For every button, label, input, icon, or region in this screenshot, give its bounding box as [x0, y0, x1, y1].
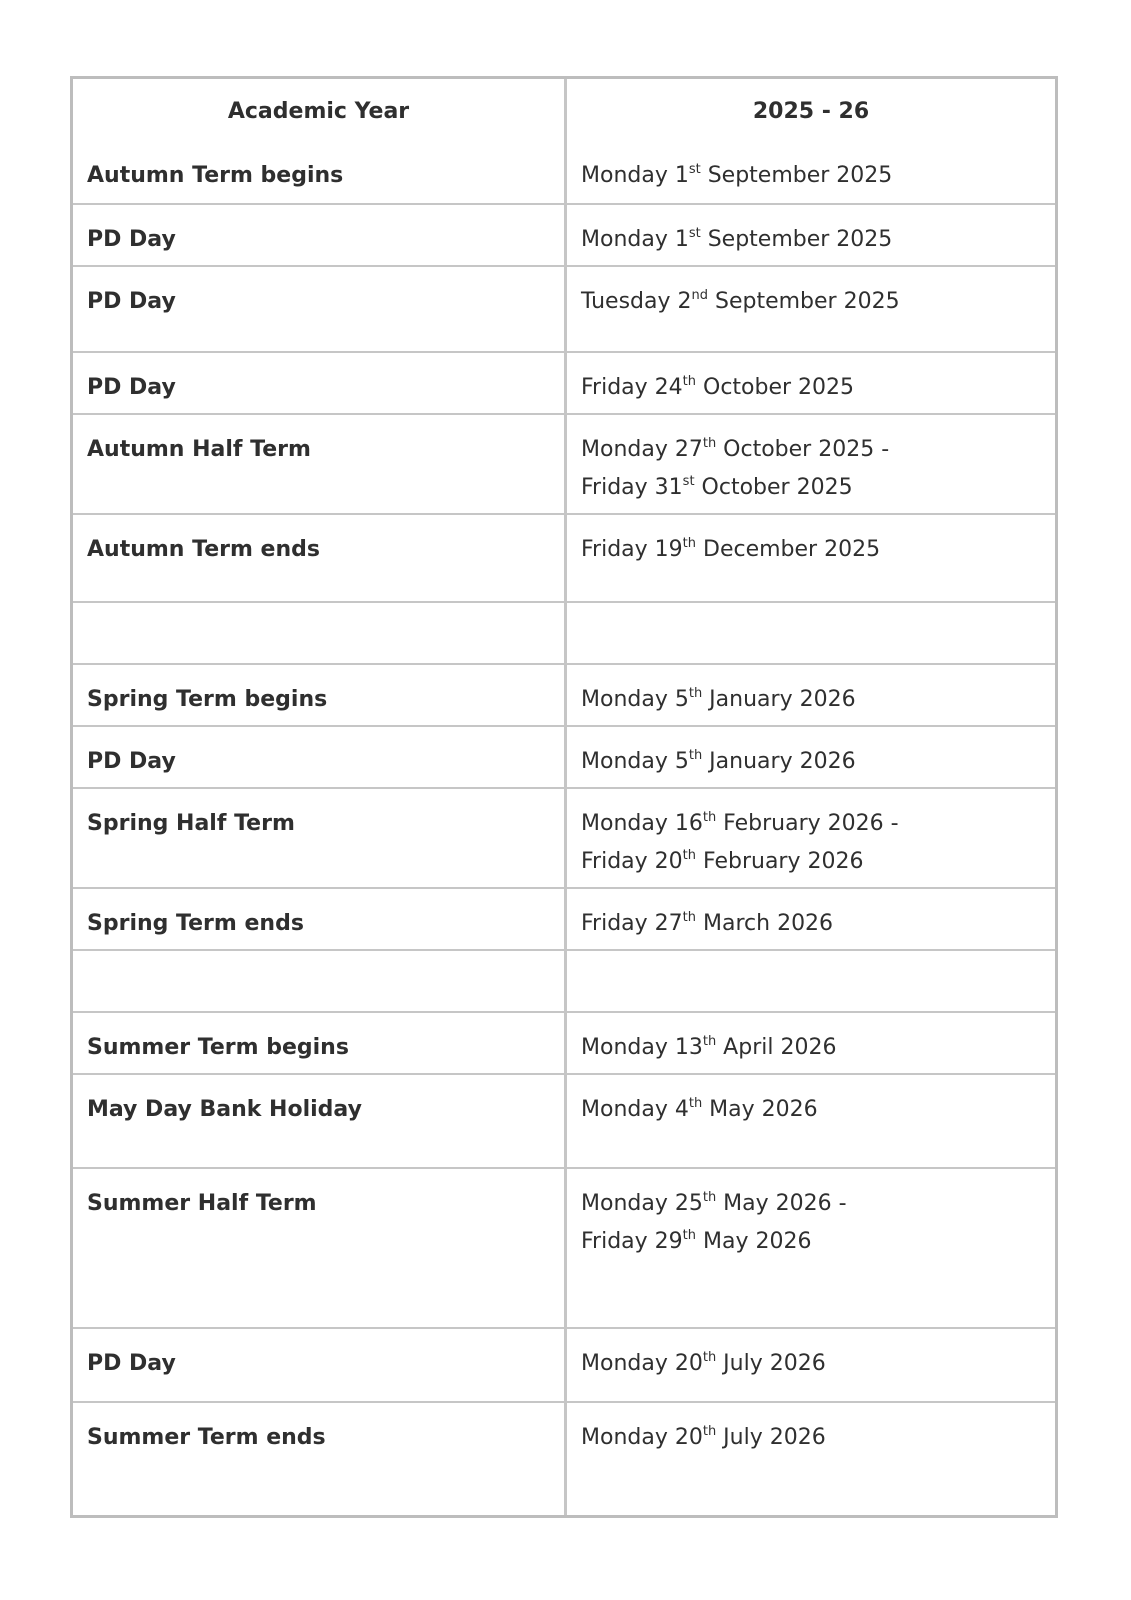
date-main-text: Monday 5	[581, 687, 689, 712]
date-rest-text: October 2025	[694, 475, 853, 500]
header-year: 2025 - 26	[752, 99, 870, 124]
date-main-text: Monday 16	[581, 811, 703, 836]
ordinal-suffix: th	[688, 748, 703, 763]
date-main-text: Friday 24	[581, 375, 683, 400]
ordinal-suffix: st	[688, 226, 701, 241]
date-line	[581, 221, 1041, 259]
date-main-text: Tuesday 2	[581, 289, 692, 314]
event-cell: Autumn Term ends	[73, 515, 567, 601]
ordinal-suffix: st	[688, 162, 701, 177]
date-main-text: Friday 31	[581, 475, 683, 500]
ordinal-suffix: th	[682, 1228, 697, 1243]
date-cell	[567, 415, 1055, 513]
date-main-text: Friday 29	[581, 1229, 683, 1254]
table-row	[73, 1073, 1055, 1167]
date-cell	[567, 951, 1055, 1011]
ordinal-suffix: th	[682, 910, 697, 925]
date-cell	[567, 1169, 1055, 1327]
table-row	[73, 1167, 1055, 1327]
table-body	[73, 141, 1055, 1515]
date-line	[581, 843, 1041, 881]
date-cell	[567, 353, 1055, 413]
date-rest-text: February 2026 -	[716, 811, 899, 836]
table-row	[73, 265, 1055, 351]
event-cell: Summer Term ends	[73, 1403, 567, 1515]
event-cell: PD Day	[73, 353, 567, 413]
event-cell: PD Day	[73, 205, 567, 265]
date-rest-text: February 2026	[696, 849, 864, 874]
date-rest-text: May 2026	[702, 1097, 818, 1122]
event-cell: Spring Term begins	[73, 665, 567, 725]
date-rest-text: July 2026	[716, 1351, 826, 1376]
date-main-text: Monday 1	[581, 227, 689, 252]
event-cell: Autumn Half Term	[73, 415, 567, 513]
date-line	[581, 369, 1041, 407]
date-cell	[567, 141, 1055, 203]
date-cell	[567, 1075, 1055, 1167]
table-row	[73, 203, 1055, 265]
date-cell	[567, 665, 1055, 725]
event-cell: Summer Half Term	[73, 1169, 567, 1327]
ordinal-suffix: st	[682, 474, 695, 489]
table-row	[73, 413, 1055, 513]
ordinal-suffix: th	[702, 1034, 717, 1049]
ordinal-suffix: th	[682, 374, 697, 389]
ordinal-suffix: th	[702, 436, 717, 451]
date-rest-text: May 2026	[696, 1229, 812, 1254]
table-row	[73, 1327, 1055, 1401]
event-cell: May Day Bank Holiday	[73, 1075, 567, 1167]
date-main-text: Friday 19	[581, 537, 683, 562]
table-row	[73, 949, 1055, 1011]
event-cell: Summer Term begins	[73, 1013, 567, 1073]
date-cell	[567, 789, 1055, 887]
date-cell	[567, 205, 1055, 265]
event-cell: Spring Term ends	[73, 889, 567, 949]
date-line	[581, 531, 1041, 569]
date-line	[581, 469, 1041, 507]
date-rest-text: September 2025	[708, 289, 900, 314]
ordinal-suffix: th	[702, 1424, 717, 1439]
ordinal-suffix: th	[688, 686, 703, 701]
date-cell	[567, 1403, 1055, 1515]
date-main-text: Monday 13	[581, 1035, 703, 1060]
event-cell	[73, 951, 567, 1011]
date-rest-text: January 2026	[702, 749, 856, 774]
table-row	[73, 601, 1055, 663]
date-cell	[567, 515, 1055, 601]
date-line	[581, 157, 1041, 195]
date-line	[581, 1223, 1041, 1261]
date-line	[581, 283, 1041, 321]
date-line	[581, 1345, 1041, 1383]
table-row	[73, 787, 1055, 887]
term-dates-table	[70, 76, 1058, 1518]
table-row	[73, 725, 1055, 787]
date-rest-text: January 2026	[702, 687, 856, 712]
date-rest-text: July 2026	[716, 1425, 826, 1450]
table-row	[73, 663, 1055, 725]
table-row	[73, 1011, 1055, 1073]
date-rest-text: September 2025	[700, 227, 893, 252]
date-line	[581, 1091, 1041, 1129]
date-line	[581, 805, 1041, 843]
date-main-text: Friday 20	[581, 849, 683, 874]
table-row	[73, 141, 1055, 203]
ordinal-suffix: nd	[691, 288, 708, 303]
date-line	[581, 681, 1041, 719]
event-cell: PD Day	[73, 267, 567, 351]
date-line	[581, 1419, 1041, 1457]
date-cell	[567, 1013, 1055, 1073]
event-cell: Spring Half Term	[73, 789, 567, 887]
date-rest-text: September 2025	[700, 163, 893, 188]
date-rest-text: March 2026	[696, 911, 834, 936]
table-row	[73, 1401, 1055, 1515]
date-line	[581, 743, 1041, 781]
date-rest-text: October 2025 -	[716, 437, 890, 462]
event-cell	[73, 603, 567, 663]
date-rest-text: December 2025	[696, 537, 881, 562]
ordinal-suffix: th	[702, 1190, 717, 1205]
date-main-text: Monday 5	[581, 749, 689, 774]
table-row	[73, 351, 1055, 413]
date-main-text: Friday 27	[581, 911, 683, 936]
date-line	[581, 1185, 1041, 1223]
table-row	[73, 887, 1055, 949]
date-cell	[567, 267, 1055, 351]
date-main-text: Monday 25	[581, 1191, 703, 1216]
date-main-text: Monday 27	[581, 437, 703, 462]
date-rest-text: April 2026	[716, 1035, 837, 1060]
date-line	[581, 431, 1041, 469]
date-cell	[567, 1329, 1055, 1401]
date-cell	[567, 889, 1055, 949]
date-rest-text: May 2026 -	[716, 1191, 847, 1216]
table-row	[73, 513, 1055, 601]
event-cell: PD Day	[73, 1329, 567, 1401]
date-cell	[567, 603, 1055, 663]
header-academic-year: Academic Year	[73, 79, 567, 141]
ordinal-suffix: th	[702, 1350, 717, 1365]
date-cell	[567, 727, 1055, 787]
date-rest-text: October 2025	[696, 375, 855, 400]
event-cell: PD Day	[73, 727, 567, 787]
date-main-text: Monday 20	[581, 1351, 703, 1376]
date-line	[581, 1029, 1041, 1067]
ordinal-suffix: th	[682, 536, 697, 551]
date-main-text: Monday 20	[581, 1425, 703, 1450]
date-line	[581, 905, 1041, 943]
ordinal-suffix: th	[688, 1096, 703, 1111]
event-cell: Autumn Term begins	[73, 141, 567, 203]
ordinal-suffix: th	[702, 810, 717, 825]
ordinal-suffix: th	[682, 848, 697, 863]
date-main-text: Monday 4	[581, 1097, 689, 1122]
table-header-row	[73, 79, 1055, 141]
date-main-text: Monday 1	[581, 163, 689, 188]
